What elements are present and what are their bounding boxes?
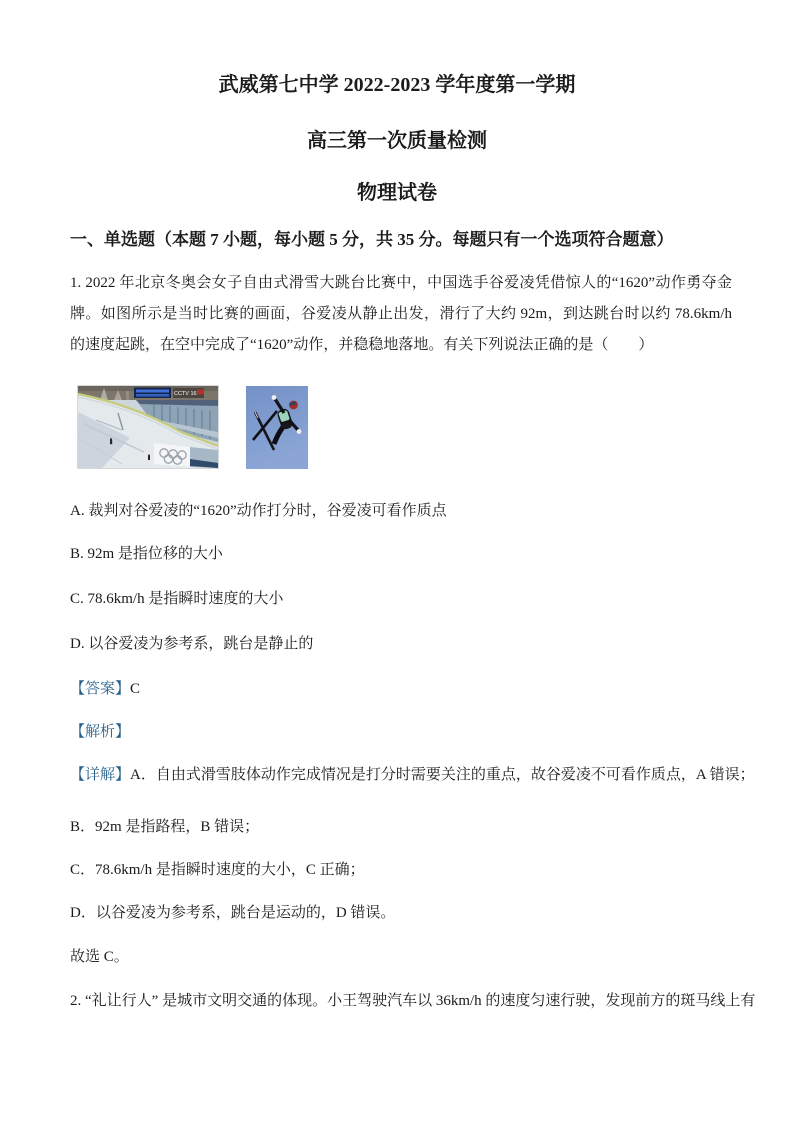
option-c: C. 78.6km/h 是指瞬时速度的大小 [70, 591, 284, 607]
analysis-line [70, 721, 732, 743]
broadcast-logo-text: CCTV 16 [174, 391, 197, 397]
detail-line-d: D．以谷爱凌为参考系，跳台是运动的，D 错误。 [70, 905, 396, 921]
detail-text-a: A．自由式滑雪肢体动作完成情况是打分时需要关注的重点，故谷爱凌不可看作质点，A 错误； [130, 767, 755, 783]
doc-title-line1: 武威第七中学 2022-2023 学年度第一学期 [218, 74, 576, 96]
answer-value: C [130, 681, 141, 697]
analysis-label: 【解析】 [70, 724, 131, 740]
detail-line-b: B．92m 是指路程，B 错误； [70, 819, 260, 835]
detail-line-a [70, 764, 755, 786]
olympic-rings-wall [154, 443, 190, 467]
question1-figures [78, 386, 378, 469]
big-air-venue-image [78, 386, 218, 468]
conclusion-line: 故选 C。 [70, 949, 129, 965]
skier-midair-image [246, 386, 308, 469]
answer-label: 【答案】 [70, 681, 131, 697]
section-heading: 一、单选题（本题 7 小题，每小题 5 分，共 35 分。每题只有一个选项符合题意） [70, 230, 674, 249]
option-a: A. 裁判对谷爱凌的“1620”动作打分时，谷爱凌可看作质点 [70, 503, 447, 519]
detail-label: 【详解】 [70, 767, 131, 783]
answer-line [70, 678, 732, 700]
doc-title-line2: 高三第一次质量检测 [307, 130, 487, 152]
question2-stem: 2. “礼让行人” 是城市文明交通的体现。小王驾驶汽车以 36km/h 的速度匀速行驶，发现前方的斑马线上有 [70, 993, 756, 1009]
question1-stem: 1. 2022 年北京冬奥会女子自由式滑雪大跳台比赛中，中国选手谷爱凌凭借惊人的“1620”动作勇夺金牌。如图所示是当时比赛的画面，谷爱凌从静止出发，滑行了大约 92m，到达跳台时以约 78.6km/h 的速度起跳，在空中完成了“1620”动作，并稳稳地落地。有关下列说法正确的是（ ） [70, 275, 732, 353]
detail-line-c: C．78.6km/h 是指瞬时速度的大小，C 正确； [70, 862, 365, 878]
option-b: B. 92m 是指位移的大小 [70, 546, 223, 562]
doc-title-line3: 物理试卷 [357, 182, 437, 204]
option-d: D. 以谷爱凌为参考系，跳台是静止的 [70, 636, 314, 652]
